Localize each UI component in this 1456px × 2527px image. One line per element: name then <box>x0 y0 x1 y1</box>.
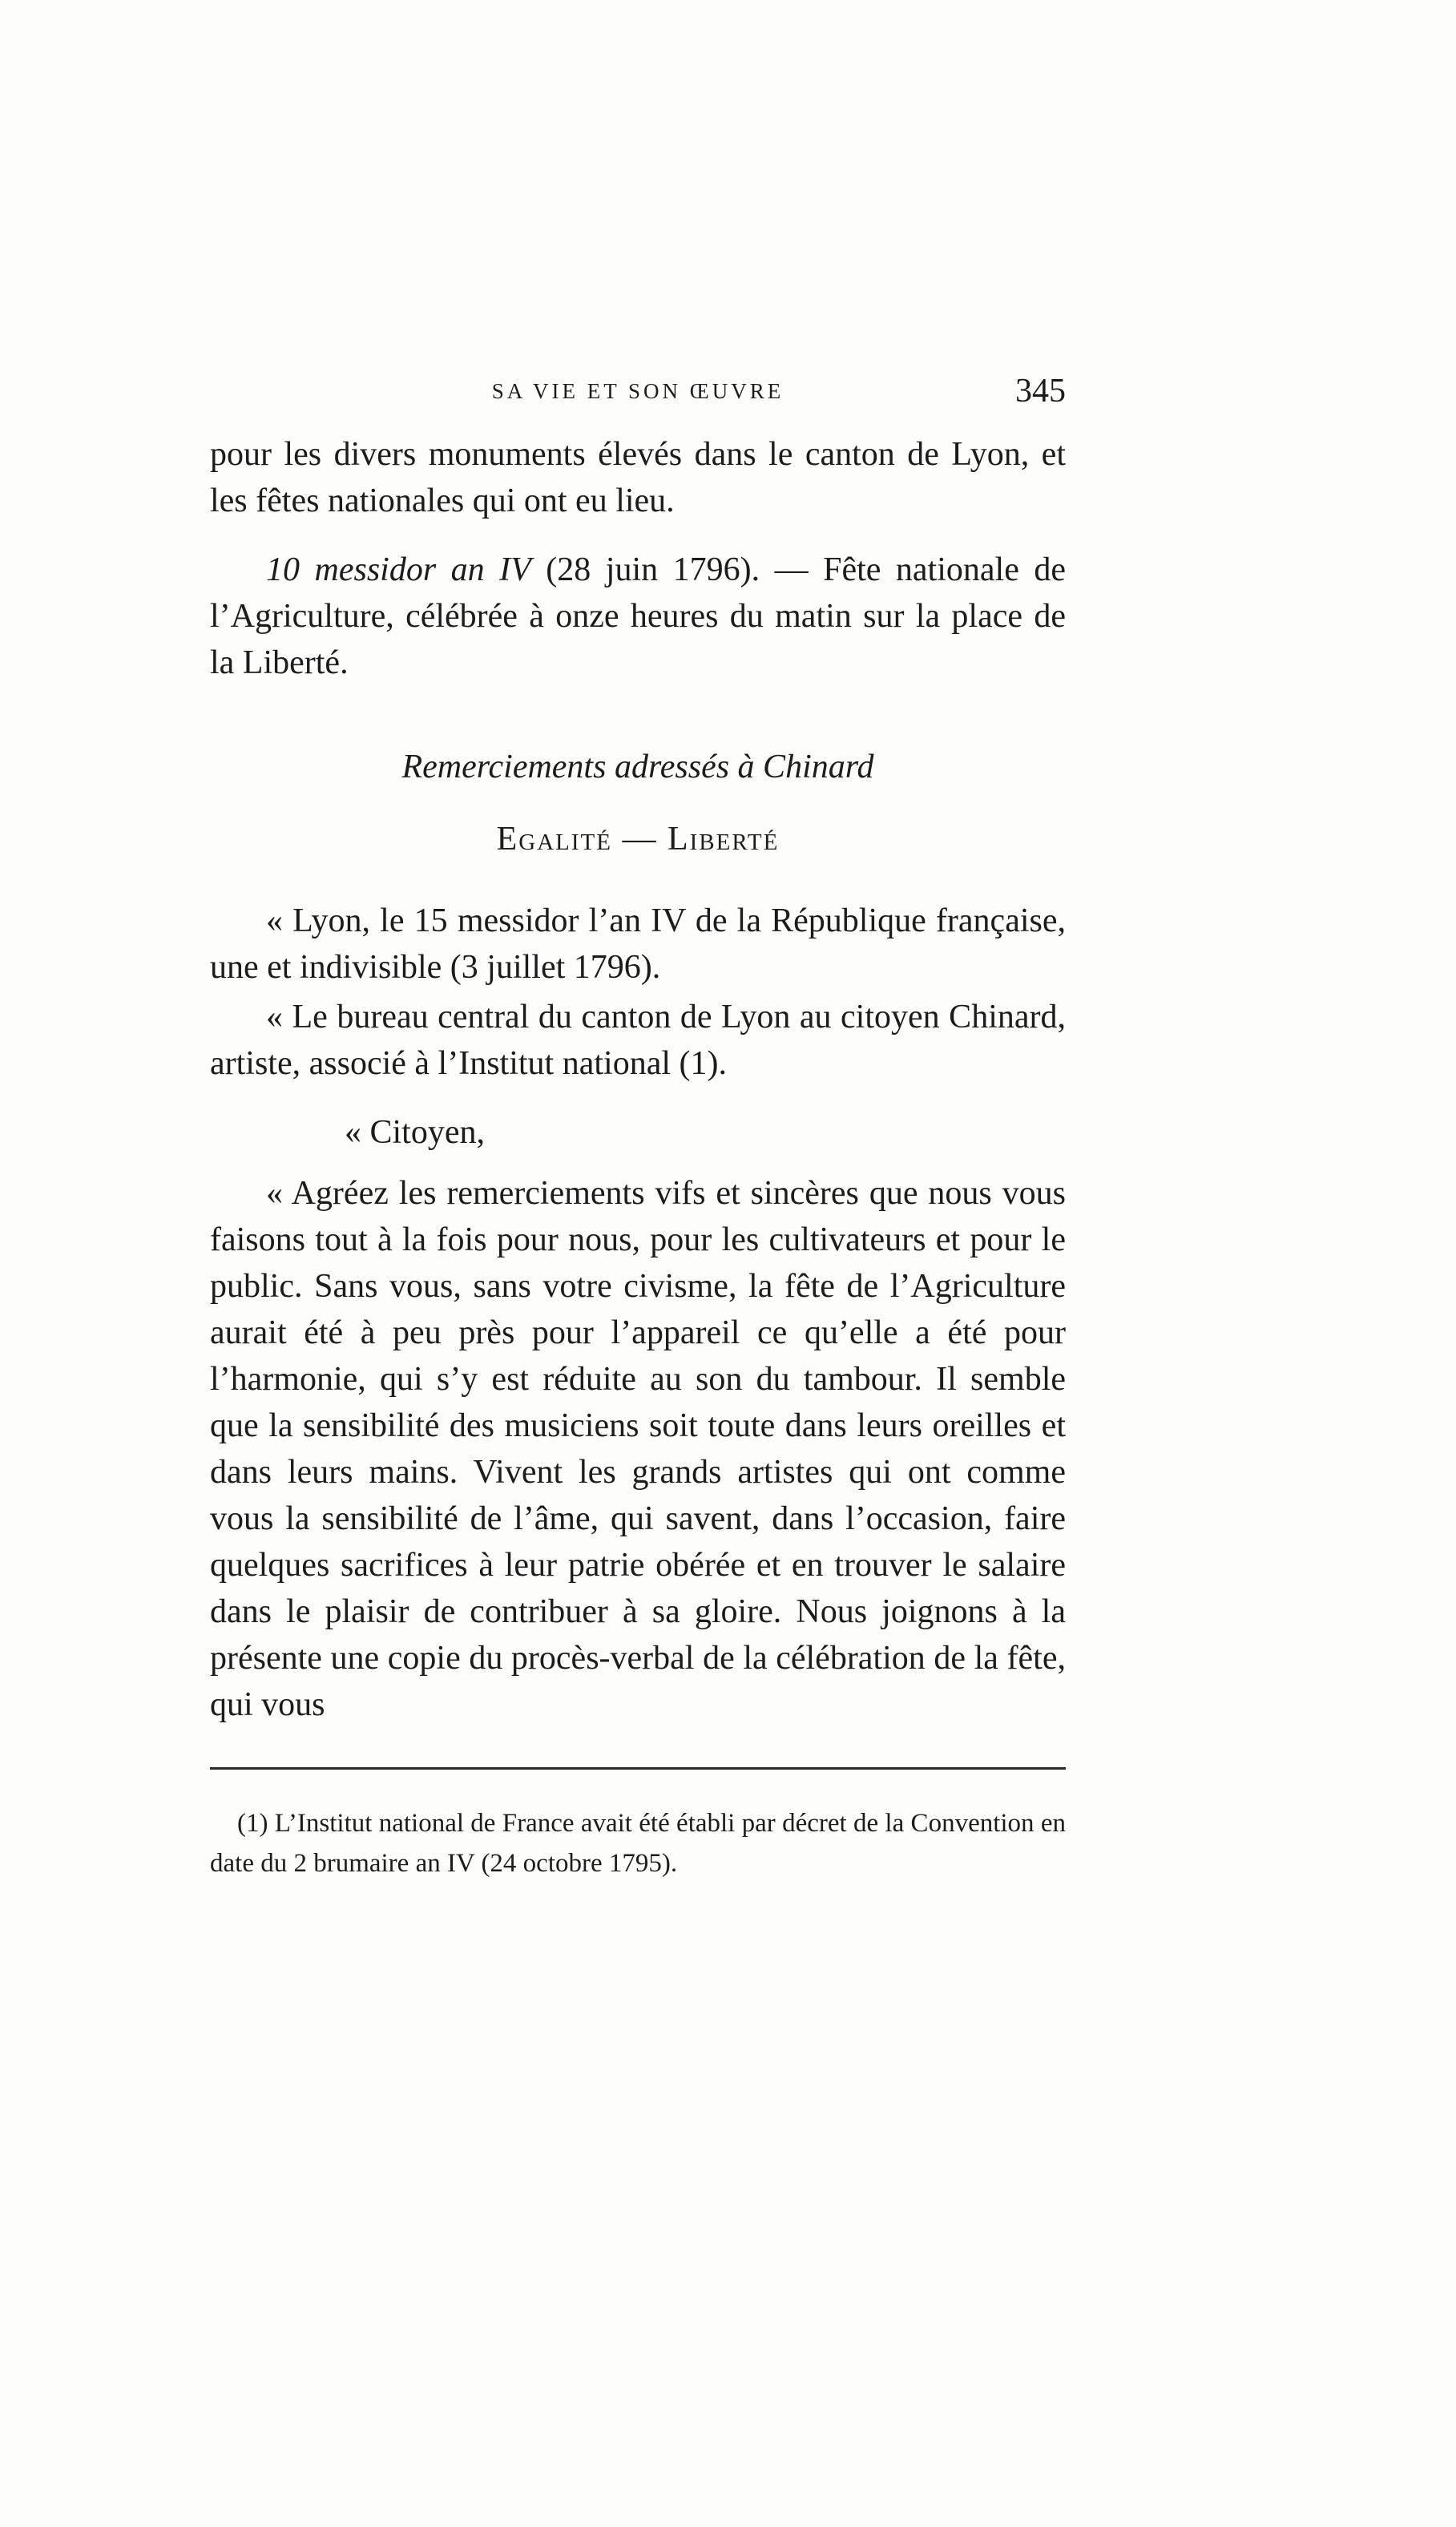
paragraph-monuments: pour les divers monuments élevés dans le canton de Lyon, et les fêtes nationales qui ont eu lieu. <box>210 436 1066 519</box>
running-title: SA VIE ET SON ŒUVRE <box>491 379 784 403</box>
section-motto: Egalité — Liberté <box>496 821 780 858</box>
letter-address: « Le bureau central du canton de Lyon au citoyen Chinard, artiste, associé à l’Institut national (1). <box>210 999 1066 1082</box>
page-number: 345 <box>1015 373 1066 410</box>
page-header <box>210 367 1066 415</box>
paragraph-fete-agriculture <box>210 547 1066 686</box>
date-italic: 10 messidor an IV <box>266 551 531 588</box>
paragraph-fete-text: (28 juin 1796). — Fête nationale de l’Agriculture, célébrée à onze heures du matin sur la place de la Liberté. <box>210 551 1066 681</box>
footnote-divider <box>210 1767 1066 1770</box>
section-title: Remerciements adressés à Chinard <box>401 749 874 785</box>
letter-salutation: « Citoyen, <box>345 1114 485 1151</box>
letter-body: « Agréez les remerciements vifs et sincères que nous vous faisons tout à la fois pour nous, pour les cultivateurs et pour le public. Sans vous, sans votre civisme, la fête de l’Agriculture aurait été à peu près pour l’appareil ce qu’elle a été pour l’harmonie, qui s’y est réduite au son du tambour. Il semble que la sensibilité des musiciens soit toute dans leurs oreilles et dans leurs mains. Vivent les grands artistes qui ont comme vous la sensibilité de l’âme, qui savent, dans l’occasion, faire quelques sacrifices à leur patrie obérée et en trouver le salaire dans le plaisir de contribuer à sa gloire. Nous joignons à la présente une copie du procès-verbal de la célébration de la fête, qui vous <box>210 1175 1066 1723</box>
footnote: (1) L’Institut national de France avait été établi par décret de la Convention en date du 2 brumaire an IV (24 octobre 1795). <box>210 1809 1066 1878</box>
letter-dateline: « Lyon, le 15 messidor l’an IV de la République française, une et indivisible (3 juillet 1796). <box>210 902 1066 986</box>
